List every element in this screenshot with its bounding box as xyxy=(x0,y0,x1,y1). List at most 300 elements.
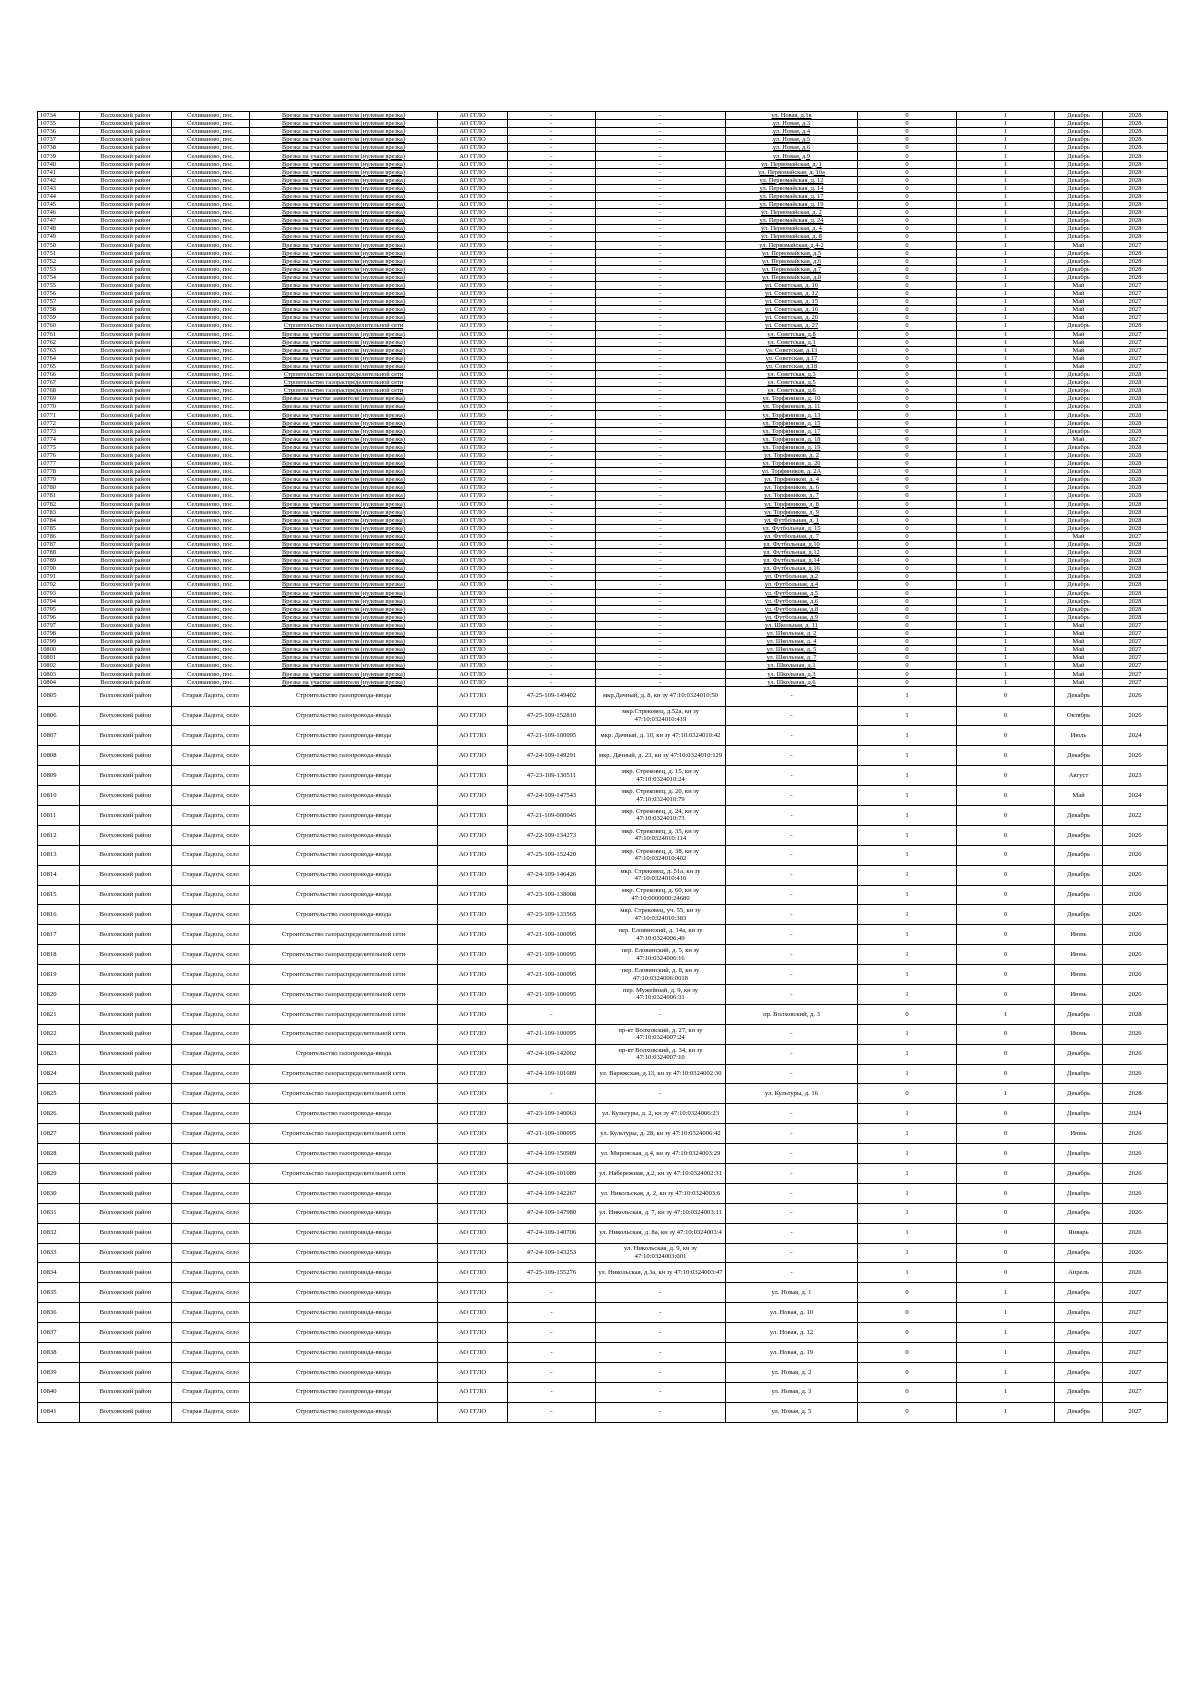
cell-district: Волховский район xyxy=(80,706,172,726)
cell-month: Май xyxy=(1055,241,1103,249)
cell-value-2: 1 xyxy=(957,654,1055,662)
cell-application-number: - xyxy=(508,201,596,209)
cell-work-type: Врезка на участке заявителя (нулевая врезка) xyxy=(250,419,438,427)
cell-year: 2028 xyxy=(1103,565,1168,573)
cell-application-number: 47-24-109-101089 xyxy=(508,1064,596,1084)
cell-month: Декабрь xyxy=(1055,371,1103,379)
cell-application-number: - xyxy=(508,281,596,289)
cell-work-type: Врезка на участке заявителя (нулевая врезка) xyxy=(250,613,438,621)
table-row xyxy=(38,184,1168,192)
cell-year: 2027 xyxy=(1103,346,1168,354)
table-row xyxy=(38,1124,1168,1144)
table-row xyxy=(38,532,1168,540)
cell-month: Декабрь xyxy=(1055,233,1103,241)
cell-cadastral-address: - xyxy=(596,1362,726,1382)
cell-cadastral-address: - xyxy=(596,184,726,192)
cell-work-type: Строительство газопровода-ввода xyxy=(250,885,438,905)
cell-organization: АО ГГЛО xyxy=(438,516,508,524)
cell-application-number: - xyxy=(508,184,596,192)
cell-district: Волховский район xyxy=(80,589,172,597)
cell-value-2: 1 xyxy=(957,476,1055,484)
cell-application-number: - xyxy=(508,387,596,395)
cell-month: Май xyxy=(1055,281,1103,289)
cell-address: ул. Торфяников, д. 2А xyxy=(726,468,858,476)
cell-locality: Селиваново, пос. xyxy=(172,314,250,322)
cell-locality: Старая Ладога, село xyxy=(172,1382,250,1402)
cell-address: ул. Первомайская, д.7 xyxy=(726,265,858,273)
cell-district: Волховский район xyxy=(80,192,172,200)
cell-district: Волховский район xyxy=(80,184,172,192)
cell-month: Июнь xyxy=(1055,1124,1103,1144)
cell-number: 10841 xyxy=(38,1402,80,1422)
cell-work-type: Врезка на участке заявителя (нулевая врезка) xyxy=(250,460,438,468)
cell-number: 10748 xyxy=(38,225,80,233)
cell-value-1: 0 xyxy=(858,1303,957,1323)
cell-month: Декабрь xyxy=(1055,217,1103,225)
cell-address: ул. Торфяников, д. 2 xyxy=(726,451,858,459)
cell-district: Волховский район xyxy=(80,845,172,865)
cell-cadastral-address: - xyxy=(596,192,726,200)
cell-value-1: 0 xyxy=(858,346,957,354)
cell-address: ул. Торфяников, д. 6 xyxy=(726,484,858,492)
cell-address: ул. Новая, д.1в xyxy=(726,112,858,120)
cell-value-2: 0 xyxy=(957,825,1055,845)
cell-month: Декабрь xyxy=(1055,589,1103,597)
cell-value-2: 1 xyxy=(957,152,1055,160)
cell-year: 2028 xyxy=(1103,152,1168,160)
cell-district: Волховский район xyxy=(80,825,172,845)
cell-cadastral-address: - xyxy=(596,670,726,678)
cell-month: Декабрь xyxy=(1055,1402,1103,1422)
cell-value-1: 0 xyxy=(858,1382,957,1402)
cell-month: Декабрь xyxy=(1055,427,1103,435)
cell-value-2: 0 xyxy=(957,1144,1055,1164)
cell-address: ул. Первомайская, д.8 xyxy=(726,273,858,281)
cell-locality: Селиваново, пос. xyxy=(172,371,250,379)
table-row xyxy=(38,330,1168,338)
cell-value-2: 0 xyxy=(957,1243,1055,1263)
cell-locality: Селиваново, пос. xyxy=(172,387,250,395)
cell-locality: Старая Ладога, село xyxy=(172,985,250,1005)
cell-cadastral-address: - xyxy=(596,646,726,654)
cell-number: 10762 xyxy=(38,338,80,346)
cell-organization: АО ГГЛО xyxy=(438,678,508,686)
cell-locality: Старая Ладога, село xyxy=(172,1263,250,1283)
table-row xyxy=(38,786,1168,806)
cell-district: Волховский район xyxy=(80,225,172,233)
cell-organization: АО ГГЛО xyxy=(438,905,508,925)
cell-district: Волховский район xyxy=(80,468,172,476)
cell-organization: АО ГГЛО xyxy=(438,249,508,257)
cell-work-type: Врезка на участке заявителя (нулевая врезка) xyxy=(250,662,438,670)
cell-value-1: 0 xyxy=(858,371,957,379)
cell-district: Волховский район xyxy=(80,395,172,403)
cell-number: 10798 xyxy=(38,630,80,638)
cell-cadastral-address: - xyxy=(596,435,726,443)
cell-work-type: Строительство газораспределительной сети xyxy=(250,1164,438,1184)
cell-month: Май xyxy=(1055,354,1103,362)
cell-district: Волховский район xyxy=(80,1024,172,1044)
cell-locality: Старая Ладога, село xyxy=(172,1402,250,1422)
cell-value-2: 1 xyxy=(957,484,1055,492)
cell-cadastral-address: - xyxy=(596,476,726,484)
table-row xyxy=(38,1044,1168,1064)
cell-address: ул. Футбольная, д. 15 xyxy=(726,524,858,532)
cell-value-1: 0 xyxy=(858,387,957,395)
cell-cadastral-address: - xyxy=(596,379,726,387)
table-row xyxy=(38,581,1168,589)
cell-value-2: 1 xyxy=(957,581,1055,589)
table-row xyxy=(38,451,1168,459)
cell-year: 2028 xyxy=(1103,443,1168,451)
cell-month: Декабрь xyxy=(1055,540,1103,548)
cell-value-1: 0 xyxy=(858,273,957,281)
cell-year: 2028 xyxy=(1103,192,1168,200)
cell-month: Декабрь xyxy=(1055,476,1103,484)
cell-value-1: 1 xyxy=(858,1223,957,1243)
cell-work-type: Врезка на участке заявителя (нулевая врезка) xyxy=(250,306,438,314)
cell-month: Июнь xyxy=(1055,985,1103,1005)
cell-work-type: Строительство газораспределительной сети xyxy=(250,965,438,985)
cell-application-number: - xyxy=(508,1362,596,1382)
cell-work-type: Врезка на участке заявителя (нулевая врезка) xyxy=(250,492,438,500)
cell-cadastral-address: - xyxy=(596,371,726,379)
cell-year: 2026 xyxy=(1103,1024,1168,1044)
cell-value-1: 1 xyxy=(858,965,957,985)
cell-year: 2024 xyxy=(1103,726,1168,746)
cell-year: 2027 xyxy=(1103,241,1168,249)
cell-application-number: - xyxy=(508,549,596,557)
cell-cadastral-address: - xyxy=(596,249,726,257)
cell-year: 2023 xyxy=(1103,766,1168,786)
cell-work-type: Врезка на участке заявителя (нулевая врезка) xyxy=(250,524,438,532)
cell-value-1: 0 xyxy=(858,460,957,468)
cell-application-number: - xyxy=(508,249,596,257)
cell-month: Декабрь xyxy=(1055,865,1103,885)
cell-address: ул. Футбольная, д. 7 xyxy=(726,532,858,540)
cell-cadastral-address: - xyxy=(596,128,726,136)
cell-value-1: 1 xyxy=(858,1124,957,1144)
cell-number: 10773 xyxy=(38,427,80,435)
cell-year: 2028 xyxy=(1103,225,1168,233)
cell-month: Декабрь xyxy=(1055,1283,1103,1303)
cell-cadastral-address: ул. Никольская, д. 7, кн зу 47:10:0324003:11 xyxy=(596,1203,726,1223)
cell-organization: АО ГГЛО xyxy=(438,306,508,314)
cell-address: ул. Первомайская, д. 24 xyxy=(726,217,858,225)
cell-address: ул. Торфяников, д. 13 xyxy=(726,411,858,419)
cell-district: Волховский район xyxy=(80,621,172,629)
cell-value-2: 1 xyxy=(957,160,1055,168)
cell-district: Волховский район xyxy=(80,427,172,435)
cell-district: Волховский район xyxy=(80,1402,172,1422)
cell-year: 2027 xyxy=(1103,298,1168,306)
cell-month: Декабрь xyxy=(1055,524,1103,532)
cell-year: 2026 xyxy=(1103,1203,1168,1223)
cell-value-1: 0 xyxy=(858,338,957,346)
cell-cadastral-address: - xyxy=(596,565,726,573)
cell-month: Октябрь xyxy=(1055,706,1103,726)
cell-value-1: 1 xyxy=(858,945,957,965)
cell-value-2: 1 xyxy=(957,435,1055,443)
cell-work-type: Врезка на участке заявителя (нулевая врезка) xyxy=(250,152,438,160)
cell-organization: АО ГГЛО xyxy=(438,330,508,338)
cell-work-type: Врезка на участке заявителя (нулевая врезка) xyxy=(250,330,438,338)
cell-number: 10787 xyxy=(38,540,80,548)
cell-organization: АО ГГЛО xyxy=(438,540,508,548)
cell-work-type: Строительство газопровода-ввода xyxy=(250,786,438,806)
cell-cadastral-address: - xyxy=(596,411,726,419)
cell-cadastral-address: - xyxy=(596,557,726,565)
cell-address: - xyxy=(726,726,858,746)
cell-locality: Селиваново, пос. xyxy=(172,549,250,557)
cell-work-type: Строительство газопровода-ввода xyxy=(250,1303,438,1323)
cell-work-type: Строительство газораспределительной сети xyxy=(250,1064,438,1084)
cell-month: Декабрь xyxy=(1055,112,1103,120)
cell-district: Волховский район xyxy=(80,549,172,557)
cell-locality: Селиваново, пос. xyxy=(172,605,250,613)
table-row xyxy=(38,306,1168,314)
cell-value-1: 1 xyxy=(858,845,957,865)
cell-work-type: Строительство газораспределительной сети xyxy=(250,387,438,395)
cell-cadastral-address: - xyxy=(596,443,726,451)
cell-number: 10829 xyxy=(38,1164,80,1184)
cell-organization: АО ГГЛО xyxy=(438,806,508,826)
cell-application-number: - xyxy=(508,581,596,589)
cell-district: Волховский район xyxy=(80,678,172,686)
cell-organization: АО ГГЛО xyxy=(438,557,508,565)
cell-cadastral-address: мкр. Стрековец, д. 24, кн зу 47:10:0324010:73 xyxy=(596,806,726,826)
cell-value-2: 0 xyxy=(957,1064,1055,1084)
cell-number: 10742 xyxy=(38,176,80,184)
cell-value-2: 1 xyxy=(957,451,1055,459)
cell-district: Волховский район xyxy=(80,281,172,289)
cell-year: 2026 xyxy=(1103,1144,1168,1164)
cell-cadastral-address: - xyxy=(596,1084,726,1104)
cell-locality: Селиваново, пос. xyxy=(172,338,250,346)
cell-year: 2028 xyxy=(1103,484,1168,492)
cell-value-2: 0 xyxy=(957,1203,1055,1223)
cell-organization: АО ГГЛО xyxy=(438,508,508,516)
cell-application-number: - xyxy=(508,1402,596,1422)
cell-value-1: 1 xyxy=(858,746,957,766)
table-row xyxy=(38,265,1168,273)
cell-month: Декабрь xyxy=(1055,686,1103,706)
cell-locality: Селиваново, пос. xyxy=(172,435,250,443)
cell-cadastral-address: пер. Еловинский, д. 5, кн зу 47:10:0324006:16 xyxy=(596,945,726,965)
cell-application-number: 47-23-109-133565 xyxy=(508,905,596,925)
cell-year: 2027 xyxy=(1103,435,1168,443)
cell-value-2: 0 xyxy=(957,1104,1055,1124)
cell-organization: АО ГГЛО xyxy=(438,654,508,662)
cell-value-2: 1 xyxy=(957,557,1055,565)
table-row xyxy=(38,766,1168,786)
cell-number: 10801 xyxy=(38,654,80,662)
cell-year: 2028 xyxy=(1103,573,1168,581)
cell-application-number: - xyxy=(508,112,596,120)
cell-value-2: 0 xyxy=(957,746,1055,766)
cell-application-number: - xyxy=(508,638,596,646)
table-row xyxy=(38,621,1168,629)
table-row xyxy=(38,314,1168,322)
cell-cadastral-address: мкр. Стрековец, д. 15, кн зу 47:10:0324010:24 xyxy=(596,766,726,786)
cell-district: Волховский район xyxy=(80,540,172,548)
cell-work-type: Строительство газораспределительной сети xyxy=(250,945,438,965)
cell-value-2: 0 xyxy=(957,965,1055,985)
table-row xyxy=(38,120,1168,128)
cell-value-1: 0 xyxy=(858,1402,957,1422)
cell-address: ул. Торфяников, д. 10 xyxy=(726,395,858,403)
cell-district: Волховский район xyxy=(80,322,172,330)
cell-address: - xyxy=(726,1104,858,1124)
cell-organization: АО ГГЛО xyxy=(438,845,508,865)
cell-locality: Старая Ладога, село xyxy=(172,1024,250,1044)
cell-number: 10819 xyxy=(38,965,80,985)
cell-organization: АО ГГЛО xyxy=(438,241,508,249)
cell-value-2: 1 xyxy=(957,209,1055,217)
cell-year: 2027 xyxy=(1103,662,1168,670)
cell-value-2: 0 xyxy=(957,686,1055,706)
cell-district: Волховский район xyxy=(80,338,172,346)
cell-month: Декабрь xyxy=(1055,597,1103,605)
cell-month: Май xyxy=(1055,338,1103,346)
cell-month: Август xyxy=(1055,766,1103,786)
cell-value-2: 1 xyxy=(957,233,1055,241)
cell-district: Волховский район xyxy=(80,670,172,678)
cell-value-1: 0 xyxy=(858,362,957,370)
cell-district: Волховский район xyxy=(80,201,172,209)
cell-address: - xyxy=(726,985,858,1005)
table-row xyxy=(38,346,1168,354)
cell-application-number: - xyxy=(508,557,596,565)
cell-locality: Селиваново, пос. xyxy=(172,662,250,670)
cell-work-type: Врезка на участке заявителя (нулевая врезка) xyxy=(250,468,438,476)
cell-value-2: 1 xyxy=(957,120,1055,128)
cell-address: ул. Первомайская, д. 8 xyxy=(726,233,858,241)
cell-year: 2027 xyxy=(1103,638,1168,646)
cell-work-type: Строительство газораспределительной сети xyxy=(250,322,438,330)
cell-locality: Селиваново, пос. xyxy=(172,638,250,646)
cell-work-type: Строительство газопровода-ввода xyxy=(250,1044,438,1064)
cell-value-2: 1 xyxy=(957,605,1055,613)
cell-number: 10766 xyxy=(38,371,80,379)
cell-district: Волховский район xyxy=(80,925,172,945)
cell-year: 2027 xyxy=(1103,1362,1168,1382)
cell-locality: Старая Ладога, село xyxy=(172,965,250,985)
cell-value-2: 1 xyxy=(957,338,1055,346)
cell-locality: Селиваново, пос. xyxy=(172,451,250,459)
cell-value-1: 0 xyxy=(858,589,957,597)
cell-organization: АО ГГЛО xyxy=(438,338,508,346)
cell-value-1: 0 xyxy=(858,540,957,548)
cell-locality: Селиваново, пос. xyxy=(172,484,250,492)
table-row xyxy=(38,411,1168,419)
cell-number: 10799 xyxy=(38,638,80,646)
cell-cadastral-address: - xyxy=(596,298,726,306)
cell-cadastral-address: - xyxy=(596,225,726,233)
cell-address: ул. Советская, д.3 xyxy=(726,371,858,379)
cell-organization: АО ГГЛО xyxy=(438,1164,508,1184)
cell-application-number: 47-24-109-150989 xyxy=(508,1144,596,1164)
cell-value-1: 0 xyxy=(858,136,957,144)
cell-month: Декабрь xyxy=(1055,1104,1103,1124)
cell-district: Волховский район xyxy=(80,330,172,338)
cell-district: Волховский район xyxy=(80,362,172,370)
cell-month: Декабрь xyxy=(1055,1064,1103,1084)
cell-district: Волховский район xyxy=(80,492,172,500)
cell-year: 2026 xyxy=(1103,1164,1168,1184)
cell-month: Май xyxy=(1055,290,1103,298)
cell-value-2: 0 xyxy=(957,1124,1055,1144)
cell-work-type: Строительство газопровода-ввода xyxy=(250,1402,438,1422)
cell-district: Волховский район xyxy=(80,290,172,298)
cell-address: ул. Первомайская, д.6 xyxy=(726,257,858,265)
cell-number: 10745 xyxy=(38,201,80,209)
cell-application-number: - xyxy=(508,468,596,476)
cell-work-type: Врезка на участке заявителя (нулевая врезка) xyxy=(250,298,438,306)
cell-district: Волховский район xyxy=(80,806,172,826)
cell-district: Волховский район xyxy=(80,1283,172,1303)
table-row xyxy=(38,225,1168,233)
cell-organization: АО ГГЛО xyxy=(438,865,508,885)
cell-district: Волховский район xyxy=(80,306,172,314)
cell-district: Волховский район xyxy=(80,613,172,621)
cell-organization: АО ГГЛО xyxy=(438,403,508,411)
cell-organization: АО ГГЛО xyxy=(438,597,508,605)
cell-application-number: 47-24-109-143253 xyxy=(508,1243,596,1263)
cell-value-2: 0 xyxy=(957,1263,1055,1283)
cell-number: 10813 xyxy=(38,845,80,865)
cell-organization: АО ГГЛО xyxy=(438,1362,508,1382)
cell-year: 2026 xyxy=(1103,965,1168,985)
cell-year: 2026 xyxy=(1103,1223,1168,1243)
table-row xyxy=(38,241,1168,249)
cell-application-number: - xyxy=(508,476,596,484)
table-row xyxy=(38,508,1168,516)
cell-address: ул. Первомайская, д. 4 xyxy=(726,225,858,233)
table-row xyxy=(38,176,1168,184)
cell-year: 2024 xyxy=(1103,786,1168,806)
cell-cadastral-address: ул. Набережная, д.2, кн зу 47:10:0324002:31 xyxy=(596,1164,726,1184)
cell-organization: АО ГГЛО xyxy=(438,630,508,638)
cell-value-1: 1 xyxy=(858,905,957,925)
cell-locality: Старая Ладога, село xyxy=(172,1243,250,1263)
cell-locality: Селиваново, пос. xyxy=(172,168,250,176)
cell-work-type: Врезка на участке заявителя (нулевая врезка) xyxy=(250,362,438,370)
cell-month: Декабрь xyxy=(1055,492,1103,500)
cell-value-2: 1 xyxy=(957,1382,1055,1402)
cell-locality: Старая Ладога, село xyxy=(172,726,250,746)
cell-number: 10770 xyxy=(38,403,80,411)
cell-locality: Селиваново, пос. xyxy=(172,241,250,249)
cell-number: 10747 xyxy=(38,217,80,225)
cell-value-2: 1 xyxy=(957,403,1055,411)
cell-year: 2028 xyxy=(1103,395,1168,403)
cell-address: - xyxy=(726,1044,858,1064)
cell-locality: Старая Ладога, село xyxy=(172,1124,250,1144)
cell-district: Волховский район xyxy=(80,354,172,362)
cell-cadastral-address: - xyxy=(596,152,726,160)
cell-work-type: Строительство газопровода-ввода xyxy=(250,905,438,925)
cell-year: 2026 xyxy=(1103,1263,1168,1283)
cell-number: 10812 xyxy=(38,825,80,845)
cell-month: Декабрь xyxy=(1055,192,1103,200)
table-row xyxy=(38,726,1168,746)
table-row xyxy=(38,1243,1168,1263)
cell-value-2: 1 xyxy=(957,621,1055,629)
cell-number: 10825 xyxy=(38,1084,80,1104)
cell-organization: АО ГГЛО xyxy=(438,638,508,646)
cell-locality: Селиваново, пос. xyxy=(172,630,250,638)
